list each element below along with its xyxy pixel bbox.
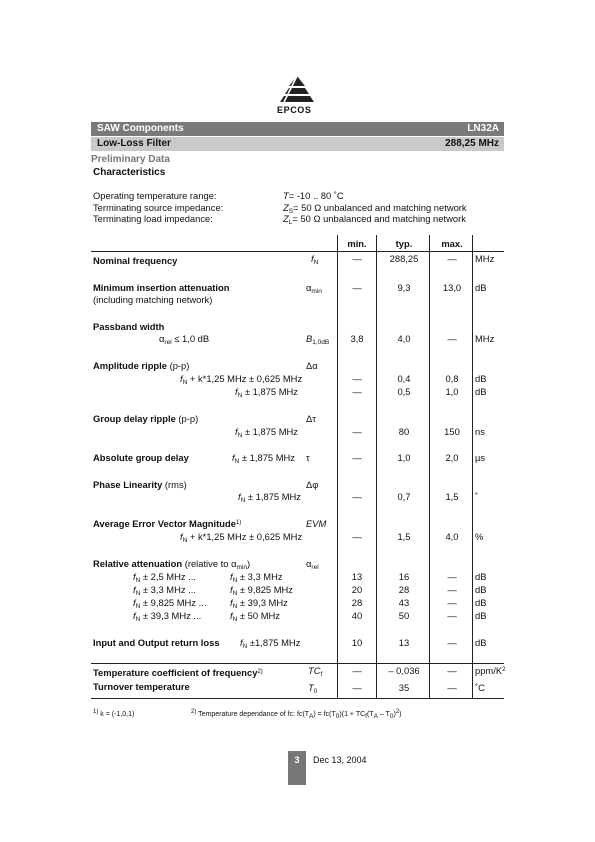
param-condition xyxy=(180,531,302,544)
unit-text: ppm/K xyxy=(475,665,503,676)
symbol: α xyxy=(306,282,312,293)
value-max: — xyxy=(447,665,457,676)
header-product-family: SAW Components xyxy=(97,123,184,134)
param-label-line xyxy=(93,558,250,571)
value-min: — xyxy=(352,426,362,437)
value-max: 2,0 xyxy=(445,452,459,463)
value-max: 150 xyxy=(444,426,460,437)
cond-symbol: f xyxy=(180,531,183,542)
value-typ: 0,5 xyxy=(397,386,411,397)
param-label: Phase Linearity xyxy=(93,479,163,490)
cond-text: ±1,875 MHz xyxy=(247,637,301,648)
param-label: Nominal frequency xyxy=(93,255,178,266)
footnote-ref: 1) xyxy=(235,520,242,526)
value-min: — xyxy=(352,373,362,384)
param-note: (including matching network) xyxy=(93,294,213,305)
condition-value: = -10 .. 80 ˚C xyxy=(288,190,344,201)
symbol-sub: 0 xyxy=(313,688,318,695)
symbol-sub: L xyxy=(288,219,293,226)
value-unit: dB xyxy=(475,584,487,595)
range-from: $f_N \pm 39,3$ MHz ... xyxy=(133,610,202,623)
value-min: — xyxy=(352,452,362,463)
range-to: $f_N \pm 50$ MHz xyxy=(230,610,280,623)
cond-text: + k*1,25 MHz ± 0,625 MHz xyxy=(187,531,303,542)
table-header-rule xyxy=(91,251,504,252)
param-label: Absolute group delay xyxy=(93,452,189,463)
value-typ: 50 xyxy=(398,610,410,621)
symbol: f xyxy=(311,253,314,264)
characteristics-title: Characteristics xyxy=(93,167,166,178)
condition-value: = 50 Ω unbalanced and matching network xyxy=(293,202,467,213)
param-label: Group delay ripple xyxy=(93,413,176,424)
value-min: — xyxy=(352,386,362,397)
param-condition xyxy=(232,452,295,465)
value-unit: ˚C xyxy=(475,682,485,693)
value-typ: 288,25 xyxy=(389,253,419,264)
param-symbol xyxy=(308,682,317,695)
value-max: 0,8 xyxy=(445,373,459,384)
param-label-line xyxy=(93,518,241,529)
value-typ: 0,4 xyxy=(397,373,411,384)
value-unit xyxy=(475,665,505,676)
cond-symbol: f xyxy=(238,491,241,502)
header-bar-2 xyxy=(91,137,504,151)
condition-value: = 50 Ω unbalanced and matching network xyxy=(292,213,466,224)
cond-symbol: f xyxy=(235,386,238,397)
cond-sub: N xyxy=(240,497,246,504)
param-symbol: Δτ xyxy=(306,413,316,424)
range-text: ± 9,825 MHz ... xyxy=(140,597,207,608)
footnote-sub: 0 xyxy=(335,713,340,720)
value-min: 3,8 xyxy=(350,333,364,344)
param-suffix: (p-p) xyxy=(175,413,199,424)
symbol: T xyxy=(283,190,289,201)
value-unit: % xyxy=(475,531,484,542)
footnote-text: ) = fc(T xyxy=(313,711,336,718)
param-suffix: ) xyxy=(246,558,251,569)
range-text: ± 39,3 MHz xyxy=(237,597,288,608)
footnote-sub: f xyxy=(365,713,367,720)
value-unit: dB xyxy=(475,386,487,397)
value-min: — xyxy=(352,282,362,293)
symbol: T xyxy=(308,682,314,693)
value-min: 13 xyxy=(351,571,363,582)
symbol: Z xyxy=(283,202,289,213)
footnote-sup: 2 xyxy=(395,709,400,715)
param-label: Average Error Vector Magnitude xyxy=(93,518,236,529)
param-label: Turnover temperature xyxy=(93,681,190,692)
cond-sub: N xyxy=(234,458,240,465)
value-unit: MHz xyxy=(475,253,495,264)
value-typ: 1,0 xyxy=(397,452,411,463)
footnote-mark: 2) xyxy=(191,709,197,715)
symbol: Z xyxy=(283,213,289,224)
cond-text: ± 1,875 MHz xyxy=(245,491,301,502)
condition-line xyxy=(93,202,493,213)
footnote-text: (T xyxy=(366,711,374,718)
value-unit: ns xyxy=(475,426,485,437)
range-text: ± 2,5 MHz ... xyxy=(140,571,196,582)
param-condition xyxy=(180,373,302,386)
param-label-line xyxy=(93,479,187,490)
value-max: — xyxy=(447,333,457,344)
value-max: 1,0 xyxy=(445,386,459,397)
cond-text: + k*1,25 MHz ± 0,625 MHz xyxy=(187,373,303,384)
value-max: — xyxy=(447,584,457,595)
param-label: Temperature coefficient of frequency xyxy=(93,667,258,678)
value-typ: – 0,036 xyxy=(388,665,420,676)
range-text: ± 3,3 MHz xyxy=(237,571,283,582)
param-suffix-sub: min xyxy=(236,564,247,571)
param-label: Passband width xyxy=(93,321,165,332)
value-typ: 43 xyxy=(398,597,410,608)
footnote-sub: A xyxy=(309,713,314,720)
cond-symbol: f xyxy=(180,373,183,384)
param-symbol xyxy=(311,253,318,266)
value-max: — xyxy=(447,610,457,621)
range-text: ± 3,3 MHz ... xyxy=(140,584,196,595)
symbol: TC xyxy=(308,665,321,676)
condition-line xyxy=(93,213,493,224)
range-text: ± 9,825 MHz xyxy=(237,584,293,595)
value-min: — xyxy=(352,491,362,502)
value-typ: 1,5 xyxy=(397,531,411,542)
table-divider xyxy=(337,235,338,698)
value-typ: 0,7 xyxy=(397,491,411,502)
value-typ: 28 xyxy=(398,584,410,595)
footnote-text: – T xyxy=(377,711,390,718)
range-to: $f_N \pm 39,3$ MHz xyxy=(230,597,288,610)
column-max: max. xyxy=(441,238,463,249)
param-condition xyxy=(238,491,301,504)
param-symbol: τ xyxy=(306,452,310,463)
footnote-mark: 1) xyxy=(93,709,99,715)
param-symbol xyxy=(306,333,329,346)
page-number: 3 xyxy=(294,755,300,765)
cond-text: ± 1,875 MHz xyxy=(242,426,298,437)
param-label: Amplitude ripple xyxy=(93,360,167,371)
footnote-text: Temperature dependance of fc: fc(T xyxy=(196,711,310,718)
cond-symbol: f xyxy=(235,426,238,437)
param-label: Relative attenuation xyxy=(93,558,183,569)
value-max: — xyxy=(447,571,457,582)
range-from: $f_N \pm 9,825$ MHz ... xyxy=(133,597,207,610)
value-unit: µs xyxy=(475,452,486,463)
param-suffix: (p-p) xyxy=(166,360,190,371)
condition-label: Terminating load impedance: xyxy=(93,213,213,224)
page-number-box xyxy=(288,751,306,785)
epcos-logo xyxy=(276,76,318,116)
value-unit: dB xyxy=(475,637,487,648)
value-unit: dB xyxy=(475,610,487,621)
value-max: 13,0 xyxy=(442,282,462,293)
value-max: — xyxy=(447,597,457,608)
table-divider xyxy=(429,235,430,698)
param-label-line xyxy=(93,413,198,424)
param-symbol: Δα xyxy=(306,360,318,371)
param-label-line xyxy=(93,360,189,371)
param-label-line xyxy=(93,667,263,678)
param-symbol xyxy=(306,282,322,295)
value-typ: 35 xyxy=(398,682,410,693)
range-to: $f_N \pm 3,3$ MHz xyxy=(230,571,283,584)
range-from: $f_N \pm 2,5$ MHz ... xyxy=(133,571,196,584)
value-typ: 16 xyxy=(398,571,410,582)
symbol-sub: 1,0dB xyxy=(312,339,330,346)
cond-sub: N xyxy=(182,379,188,386)
footnote-1 xyxy=(93,709,134,718)
range-text: ± 50 MHz xyxy=(237,610,280,621)
value-min: — xyxy=(352,253,362,264)
value-typ: 13 xyxy=(398,637,410,648)
symbol-sub: min xyxy=(311,288,322,295)
symbol: EVM xyxy=(306,518,327,529)
value-typ: 80 xyxy=(398,426,410,437)
preliminary-label: Preliminary Data xyxy=(91,154,170,165)
param-label: Input and Output return loss xyxy=(93,637,220,648)
value-max: 4,0 xyxy=(445,531,459,542)
condition-label: Operating temperature range: xyxy=(93,190,217,201)
value-unit: dB xyxy=(475,597,487,608)
value-unit: dB xyxy=(475,571,487,582)
cond-sub: rel xyxy=(164,339,172,346)
cond-symbol: f xyxy=(240,637,243,648)
value-typ: 9,3 xyxy=(397,282,411,293)
value-min: — xyxy=(352,531,362,542)
table-divider xyxy=(472,235,473,698)
cond-text: ± 1,875 MHz xyxy=(242,386,298,397)
value-min: 20 xyxy=(351,584,363,595)
cond-text: ± 1,875 MHz xyxy=(239,452,295,463)
symbol-sub: S xyxy=(288,208,294,215)
footnote-text: ) xyxy=(393,711,396,718)
epcos-logo-mark xyxy=(276,76,318,104)
value-max: — xyxy=(447,682,457,693)
logo-text: EPCOS xyxy=(277,105,312,115)
value-max: — xyxy=(447,253,457,264)
param-condition xyxy=(235,426,298,439)
footer-date: Dec 13, 2004 xyxy=(313,755,367,765)
value-typ: 4,0 xyxy=(397,333,411,344)
param-suffix: (relative to α xyxy=(182,558,237,569)
condition-label: Terminating source impedance: xyxy=(93,202,224,213)
param-condition xyxy=(159,333,209,346)
value-unit: MHz xyxy=(475,333,495,344)
symbol-sub: rel xyxy=(311,564,319,571)
unit-sup: 2 xyxy=(502,667,506,673)
footnote-2 xyxy=(191,709,402,720)
condition-line xyxy=(93,190,493,201)
table-divider xyxy=(376,235,377,698)
cond-sub: N xyxy=(237,392,243,399)
footnote-text: )(1 + TC xyxy=(339,711,366,718)
param-condition xyxy=(235,386,298,399)
param-symbol xyxy=(306,518,326,529)
value-unit: dB xyxy=(475,282,487,293)
param-symbol xyxy=(306,558,319,571)
footnote-sub: 0 xyxy=(389,713,394,720)
symbol: B xyxy=(306,333,313,344)
param-symbol xyxy=(308,665,322,678)
column-min: min. xyxy=(347,238,367,249)
value-max: — xyxy=(447,637,457,648)
table-rule xyxy=(91,698,504,699)
symbol-sub: f xyxy=(320,671,323,678)
value-unit: dB xyxy=(475,373,487,384)
cond-symbol: α xyxy=(159,333,165,344)
footnote-ref: 2) xyxy=(257,669,263,675)
symbol-sub: N xyxy=(313,259,319,266)
param-suffix: (rms) xyxy=(162,479,187,490)
value-max: 1,5 xyxy=(445,491,459,502)
cond-symbol: f xyxy=(232,452,235,463)
cond-sub: N xyxy=(182,537,188,544)
range-to: $f_N \pm 9,825$ MHz xyxy=(230,584,293,597)
param-symbol: Δφ xyxy=(306,479,319,490)
footnote-sub: A xyxy=(373,713,378,720)
value-unit: ˚ xyxy=(475,491,479,502)
header-product-type: Low-Loss Filter xyxy=(97,138,171,149)
value-min: 28 xyxy=(351,597,363,608)
footnote-text: ) xyxy=(399,711,402,718)
table-rule xyxy=(91,663,504,664)
param-label: Minimum insertion attenuation xyxy=(93,282,230,293)
cond-text: ≤ 1,0 dB xyxy=(171,333,210,344)
value-min: 40 xyxy=(351,610,363,621)
footnote-text: k = (-1,0,1) xyxy=(98,711,135,718)
cond-sub: N xyxy=(242,643,248,650)
param-condition xyxy=(240,637,300,650)
header-part-number: LN32A xyxy=(467,123,499,134)
value-min: 10 xyxy=(351,637,363,648)
symbol: α xyxy=(306,558,312,569)
range-from: $f_N \pm 3,3$ MHz ... xyxy=(133,584,196,597)
header-frequency: 288,25 MHz xyxy=(445,138,499,149)
value-min: — xyxy=(352,665,362,676)
cond-sub: N xyxy=(237,432,243,439)
range-text: ± 39,3 MHz ... xyxy=(140,610,202,621)
column-typ: typ. xyxy=(395,238,413,249)
value-min: — xyxy=(352,682,362,693)
header-bar-1 xyxy=(91,122,504,136)
